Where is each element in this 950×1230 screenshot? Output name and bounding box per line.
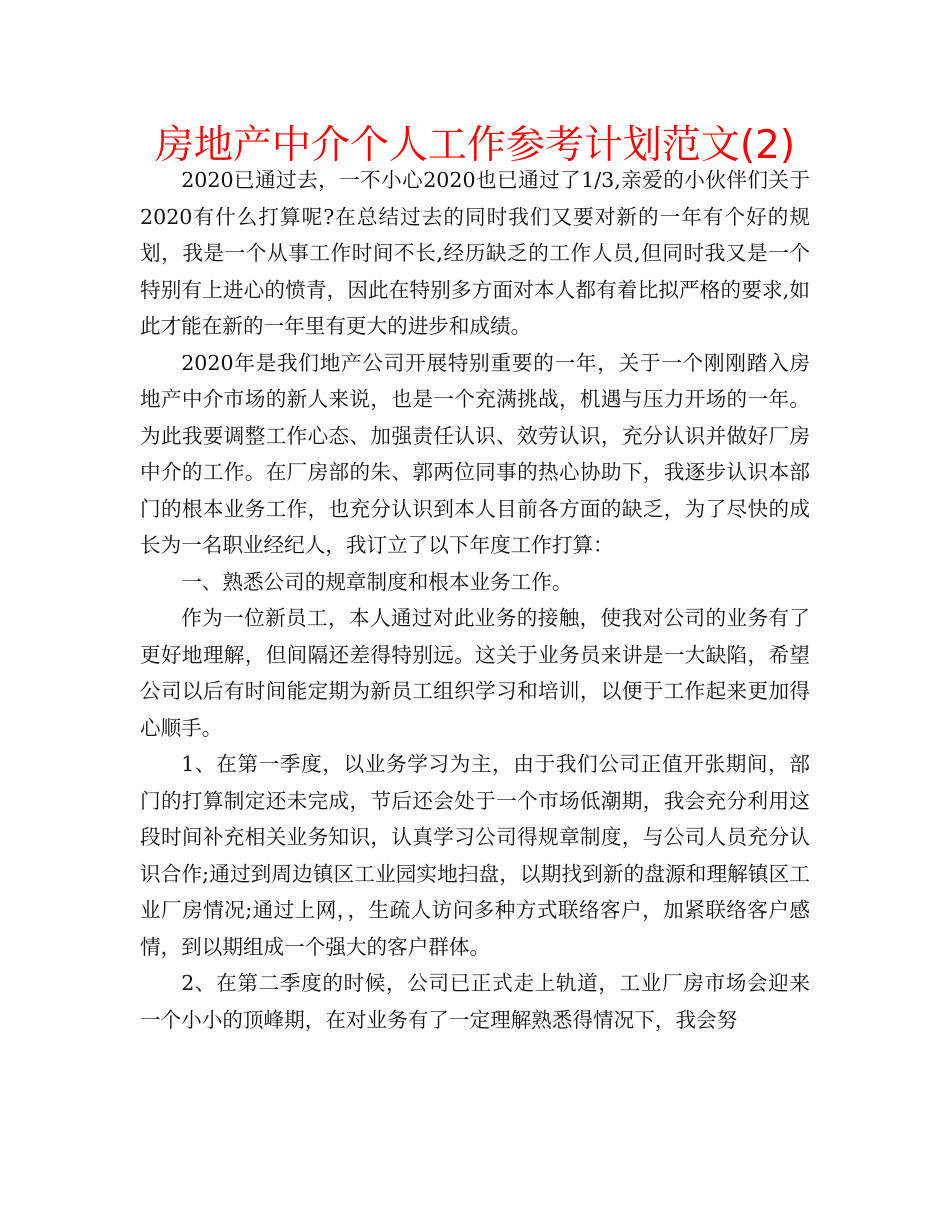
- section-heading: 一、熟悉公司的规章制度和根本业务工作。: [181, 569, 573, 594]
- paragraph: 2、在第二季度的时候，公司已正式走上轨道，工业厂房市场会迎来一个小小的顶峰期，在对业务有了一定理解熟悉得情况下，我会努: [140, 971, 810, 1032]
- paragraph: 2020年是我们地产公司开展特别重要的一年，关于一个刚刚踏入房地产中介市场的新人来说，也是一个充满挑战，机遇与压力开场的一年。为此我要调整工作心态、加强责任认识、效劳认识，充分认识并做好厂房中介的工作。在厂房部的朱、郭两位同事的热心协助下，我逐步认识本部门的根本业务工作，也充分认识到本人目前各方面的缺乏，为了尽快的成长为一名职业经纪人，我订立了以下年度工作打算：: [140, 350, 810, 557]
- document-body: [140, 162, 810, 1038]
- paragraph: 2020已通过去，一不小心2020也已通过了1/3,亲爱的小伙伴们关于2020有什么打算呢?在总结过去的同时我们又要对新的一年有个好的规划，我是一个从事工作时间不长,经历缺乏的工作人员,但同时我又是一个特别有上进心的愤青，因此在特别多方面对本人都有着比拟严格的要求,如此才能在新的一年里有更大的进步和成绩。: [140, 168, 810, 338]
- paragraph: 1、在第一季度，以业务学习为主，由于我们公司正值开张期间，部门的打算制定还未完成，节后还会处于一个市场低潮期，我会充分利用这段时间补充相关业务知识，认真学习公司得规章制度，与公司人员充分认识合作;通过到周边镇区工业园实地扫盘，以期找到新的盘源和理解镇区工业厂房情况;通过上网，，生疏人访问多种方式联络客户，加紧联络客户感情，到以期组成一个强大的客户群体。: [140, 752, 810, 959]
- document-title: 房地产中介个人工作参考计划范文(2): [154, 123, 796, 168]
- paragraph: 作为一位新员工，本人通过对此业务的接触，使我对公司的业务有了更好地理解，但间隔还差得特别远。这关于业务员来讲是一大缺陷，希望公司以后有时间能定期为新员工组织学习和培训，以便于工作起来更加得心顺手。: [140, 606, 810, 740]
